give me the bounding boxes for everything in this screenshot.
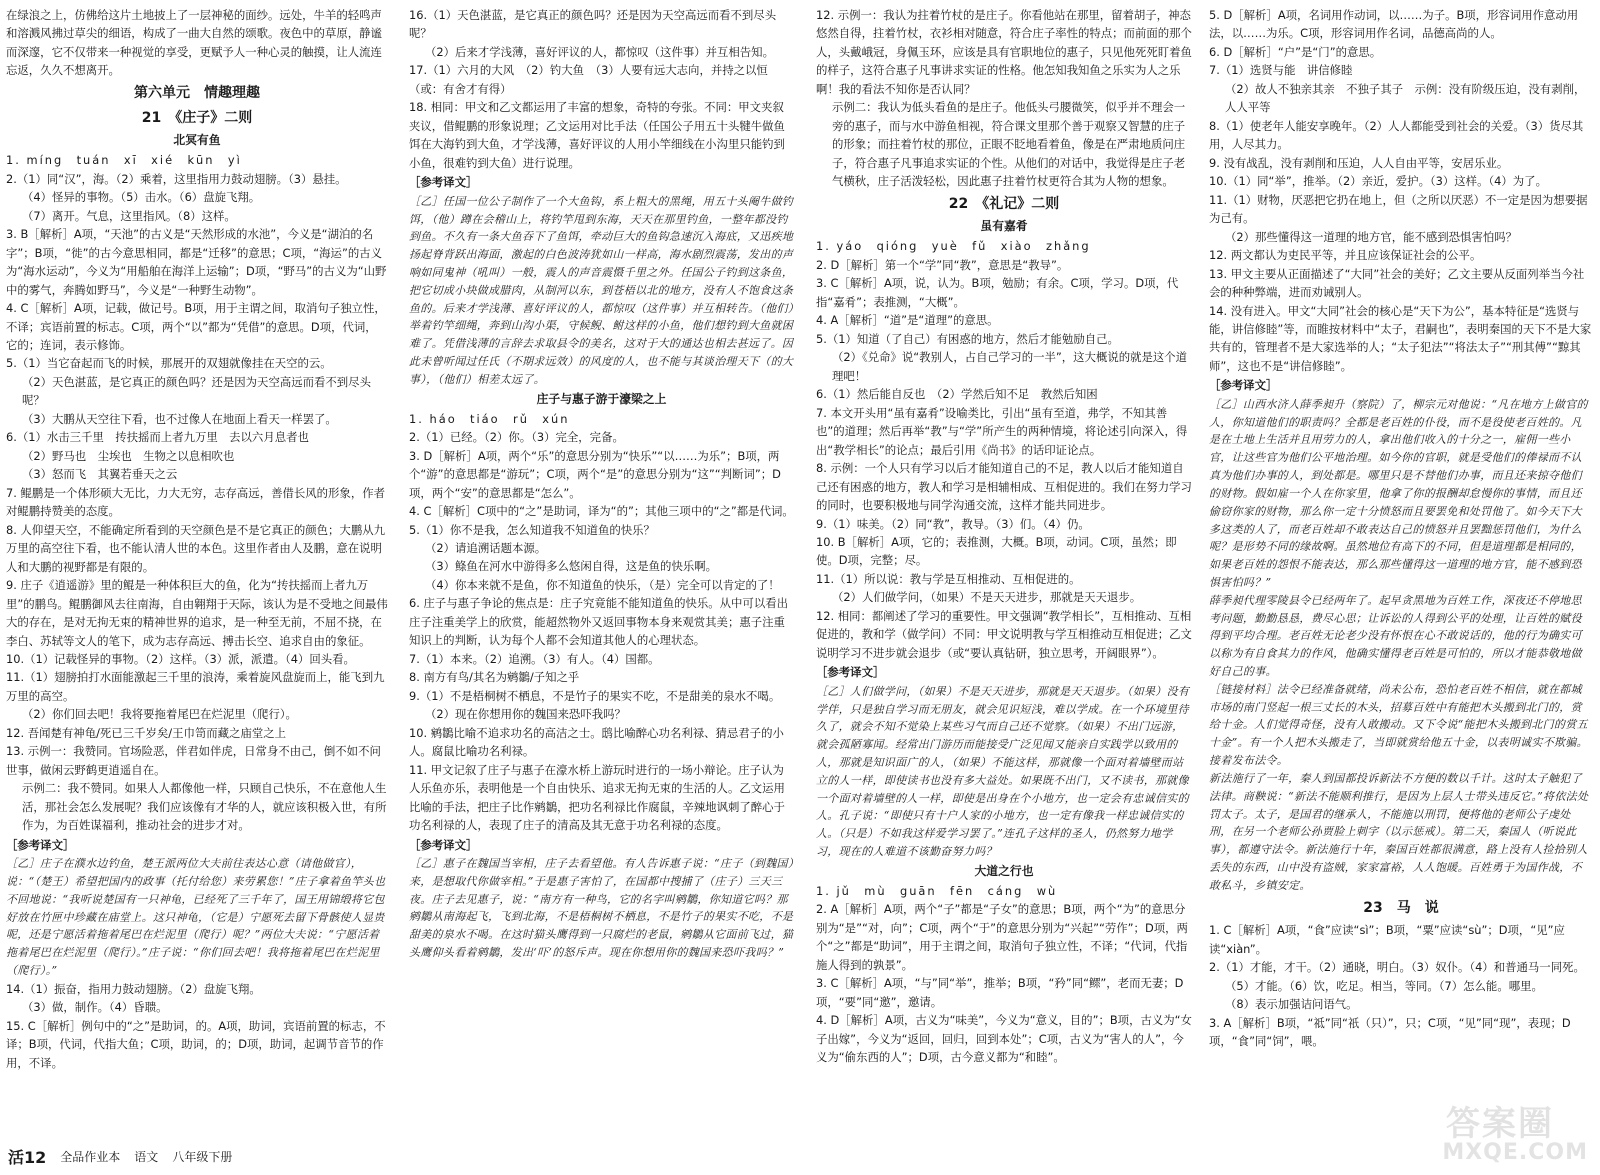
answer-line: 示例二：我认为低头看鱼的是庄子。他低头弓腰微笑，似乎并不理会一旁的惠子，而与水中游鱼相视，符合课文里那个善于观察又智慧的庄子的形象；而拄着竹杖的那位，正眼不眨地看着鱼，像是在严肃地质问庄子，符合惠子凡事追求实证的个性。从他们的对话中，我觉得是庄子老气横秋，庄子活泼轻松，因此惠子拄着竹杖更符合其为人物的想象。 (832, 100, 1186, 189)
pinyin-line: 1. yáo qióng yuè fǔ xiào zhǎng (816, 239, 1091, 254)
translation-text: ［乙］庄子在濮水边钓鱼，楚王派两位大夫前往表达心意（请他做官），说：“（楚王）希望把国内的政事（托付给您）来劳累您！”庄子拿着鱼竿头也不回地说：“我听说楚国有一只神龟，已经死了三千年了，国王用锦缎将它包好放在竹匣中珍藏在庙堂上。这只神龟，（它是）宁愿死去留下骨骸使人显贵呢，还是宁愿活着拖着尾巴在烂泥里（爬行）呢？”两位大夫说：“宁愿活着拖着尾巴在烂泥里（爬行）。”庄子说：“你们回去吧！我将拖着尾巴在烂泥里（爬行）。” (6, 857, 386, 978)
answer-line: 3. B［解析］A项，“天池”的古义是“天然形成的水池”，今义是“湖泊的名字”；B项，“徙”的古今意思相同，都是“迁移”的意思；C项，“海运”的古义为“海水运动”，今义为“用船舶在海洋上运输”；D项，“野马”的古义为“山野中的雾气，奔腾如野马”，今义是“一种野生动物”。 (6, 227, 387, 297)
translation-text: ［乙］惠子在魏国当宰相，庄子去看望他。有人告诉惠子说：“庄子（到魏国）来，是想取代你做宰相。”于是惠子害怕了，在国都中搜捕了（庄子）三天三夜。庄子去见惠子，说：“南方有一种鸟，它的名字叫鹓鶵，你知道它吗？那鹓鶵从南海起飞，飞到北海，不是梧桐树不栖息，不是竹子的果实不吃，不是甜美的泉水不喝。在这时猫头鹰得到一只腐烂的老鼠，鹓鶵从它面前飞过，猫头鹰仰头看着鹓鶵，发出‘吓’的怒斥声。现在你想用你的魏国来恐吓我吗？” (409, 856, 794, 960)
answer-line: 6. 庄子与惠子争论的焦点是：庄子究竟能不能知道鱼的快乐。从中可以看出庄子注重美学上的欣赏，能超然物外又返回事物本身来观赏其美；惠子注重知识上的判断，认为每个人都不会知道其他人的心理状态。 (409, 596, 788, 648)
answer-line: 4. A［解析］“道”是“道理”的意思。 (816, 313, 999, 328)
reference-label: ［参考译文］ (1209, 378, 1278, 393)
answer-line: 10. B［解析］A项，它的；表推测，大概。B项，动词。C项，虽然；即使。D项，完整；尽。 (816, 534, 1177, 568)
answer-line: 4. C［解析］C项中的“之”是助词，译为“的”；其他三项中的“之”都是代词。 (409, 504, 794, 519)
answer-line: 在绿浪之上，仿佛给这片土地披上了一层神秘的面纱。远处，牛羊的轻鸣声和溶溅风拂过草尖的细语，构成了一曲大自然的颂歌。夜色中的草原，静谧而深邃，它不仅带来一种视觉的享受，更赋予人一种心灵的触摸，让人流连忘返，久久不想离开。 (6, 8, 382, 78)
answer-line: 2.（1）才能，才干。（2）通晓，明白。（3）奴仆。（4）和普通马一同死。 (1209, 960, 1585, 975)
answer-line: （2）请追溯话题本源。 (425, 541, 547, 556)
answer-line: （4）你本来就不是鱼，你不知道鱼的快乐，（是）完全可以肯定的了！ (425, 577, 780, 592)
answer-line: 9. 没有战乱，没有剥削和压迫，人人自由平等，安居乐业。 (1209, 155, 1509, 170)
answer-line: 5.（1）当它奋起而飞的时候，那展开的双翅就像挂在天空的云。 (6, 356, 332, 371)
section-heading: 第六单元 情趣理趣 (134, 84, 260, 101)
answer-line: 9.（1）不是梧桐树不栖息，不是竹子的果实不吃，不是甜美的泉水不喝。 (409, 688, 781, 703)
answer-line: 1. C［解析］A项，“食”应读“sì”；B项，“粟”应读“sù”；D项，“见”应读“xiàn”。 (1209, 923, 1565, 956)
answer-line: 15. C［解析］例句中的“之”是助词，的。A项，助词，宾语前置的标志，不译；B项，代词，代指大鱼；C项，助词，的；D项，助词，起调节音节的作用，不译。 (6, 1018, 386, 1070)
answer-page (6, 6, 1594, 1142)
watermark-text: 答案圈 (1446, 1104, 1554, 1144)
answer-line: 11.（1）所以说：教与学是互相推动、互相促进的。 (816, 571, 1081, 586)
answer-line: 7. 本文开头用“虽有嘉肴”设喻类比，引出“虽有至道，弗学，不知其善也”的道理；然后再举“教”与“学”所产生的两种情境，将论述引向深入，得出“教学相长”的论点；最后引用《尚书》的话印证论点。 (816, 405, 1188, 457)
translation-text: 新法施行了一年，秦人到国都投诉新法不方便的数以千计。这时太子触犯了法律。商鞅说：“新法不能顺利推行，是因为上层人士带头违反它。”将依法处罚太子。太子，是国君的继承人，不能施以刑罚，便将他的老师公子虔处刑，在另一个老师公孙贾脸上刺字（以示惩戒）。第二天，秦国人（听说此事），都遵守法令。新法施行十年，秦国百姓都很满意，路上没有人捡拾别人丢失的东西，山中没有盗贼，家家富裕，人人饱暖。百姓勇于为国作战，不敢私斗，乡镇安定。 (1209, 771, 1589, 892)
answer-line: （2）故人不独亲其亲 不独子其子 示例：没有阶级压迫，没有剥削，人人平等 (1225, 81, 1586, 115)
answer-line: （2）天色湛蓝，是它真正的颜色吗？还是因为天空高远而看不到尽头呢？ (22, 374, 371, 408)
lesson-title: 北冥有鱼 (173, 133, 221, 148)
reference-label: ［参考译文］ (816, 665, 885, 680)
pinyin-line: 1. háo tiáo rǔ xún (409, 411, 570, 426)
answer-line: 9. 庄子《逍遥游》里的鲲是一种体积巨大的鱼，化为“抟扶摇而上者九万里”的鹏鸟。鲲鹏御风去往南海，自由翱翔于天际，该认为是不受地之间最伟大的存在，是对无拘无束的精神世界的追求，是一种至无前，不屈不挠，在李白、苏轼等文人的笔下，成为志存高远、搏击长空、追求自由的象征。 (6, 578, 388, 648)
answer-line: 18. 相同：甲文和乙文都运用了丰富的想象，奇特的夸张。不同：甲文夹叙夹议，借鲲鹏的形象说理；乙文运用对比手法（任国公子用五十头犍牛做鱼饵在大海钓到大鱼，才学浅薄，喜好评议的人用小竿细线在小沟里只能钓到小鱼，很难钓到大鱼）进行说理。 (409, 100, 785, 170)
answer-line: 12. 吾闻楚有神龟/死已三千岁矣/王巾笥而藏之庙堂之上 (6, 725, 287, 740)
answer-line: 10.（1）记载怪异的事物。（2）这样。（3）派，派遣。（4）回头看。 (6, 651, 355, 666)
translation-text: ［链接材料］法令已经准备就绪，尚未公布，恐怕老百姓不相信，就在都城市场的南门竖起一根三丈长的木头，招募百姓中有能把木头搬到北门的，赏给十金。人们觉得奇怪，没有人敢搬动。又下令说“能把木头搬到北门的赏五十金”。有一个人把木头搬走了，当即就赏给他五十金，以表明诚实不欺骗。接着发布法令。 (1209, 682, 1588, 768)
subject-name: 语文 (134, 1150, 159, 1165)
answer-line: 11.（1）翅膀拍打水面能激起三千里的浪涛，乘着旋风盘旋而上，能飞到九万里的高空。 (6, 670, 385, 703)
watermark-logo (1344, 1097, 1594, 1171)
answer-line: 10.（1）同“举”，推举。（2）亲近，爱护。（3）这样。（4）为了。 (1209, 174, 1547, 189)
answer-line: 3. C［解析］A项，“与”同“举”，推举；B项，“矜”同“鳏”，老而无妻；D项，“要”同“邀”，邀请。 (816, 976, 1184, 1009)
page-footer (8, 1147, 428, 1169)
answer-line: 8. 示例：一个人只有学习以后才能知道自己的不足，教人以后才能知道自己还有困惑的地方，教人和学习是相辅相成、互相促进的。我们在努力学习的同时，也要积极地与同学沟通交流，这样才能共同进步。 (816, 461, 1192, 513)
answer-line: （2）后来才学浅薄，喜好评议的人，都惊叹（这件事）并互相告知。 (425, 44, 774, 59)
answer-line: （3）做，制作。（4）昏聩。 (22, 1000, 168, 1015)
answer-line: 7. 鲲鹏是一个体形硕大无比，力大无穷，志存高远，善借长风的形象，作者对鲲鹏持赞美的态度。 (6, 485, 385, 519)
answer-line: 11. 甲文记叙了庄子与惠子在濠水桥上游玩时进行的一场小辩论。庄子认为人乐鱼亦乐，表明他是一个自由快乐、追求无拘无束的生活的人。乙文运用比喻的手法，把庄子比作鹓鶵，把功名利禄比作腐鼠，辛辣地讽刺了醉心于功名利禄的人，表现了庄子的清高及其无意于功名利禄的态度。 (409, 762, 785, 833)
answer-line: 12. 两文都认为吏民平等，并且应该保证社会的公平。 (1209, 248, 1482, 263)
answer-line: 11.（1）财物，厌恶把它扔在地上，但（之所以厌恶）不一定是因为想要据为己有。 (1209, 192, 1588, 226)
answer-line: 2.（1）已经。（2）你。（3）完全，完备。 (409, 430, 624, 445)
answer-line: 2. A［解析］A项，两个“子”都是“子女”的意思；B项，两个“为”的意思分别为“是”“对，向”；C项，两个“于”的意思分别为“兴起”“劳作”；D项，两个“之”都是“助词”，用于主谓之间，取消句子独立性，不译；“代词，代指施人得到的孰景”。 (816, 902, 1188, 972)
answer-line: 7.（1）本来。（2）追溯。（3）有人。（4）国都。 (409, 651, 660, 666)
column-3 (816, 6, 1192, 1142)
answer-line: 5.（1）你不是我，怎么知道我不知道鱼的快乐？ (409, 522, 655, 537)
answer-line: （3）怒而飞 其翼若垂天之云 (22, 467, 178, 482)
translation-text: ［乙］任国一位公子制作了一个大鱼钩，系上粗大的黑绳，用五十头阉牛做钓饵，（他）蹲在会稽山上，将钓竿甩到东海，天天在那里钓鱼，一整年都没钓到鱼。不久有一条大鱼吞下了鱼饵，牵动巨大的鱼钩急速沉入海底，又迅疾地扬起脊背跃出海面，激起的白色波涛犹如山一样高，海水剧烈震荡，发出的声响如同鬼神（吼叫）一般，震人的声音震慑千里之外。任国公子钓到这条鱼，把它切成小块做成腊肉，从制河以东，到苍梧以北的地方，没有人不饱食这条鱼的。后来才学浅薄、喜好评议的人，都惊叹（这件事）并互相转告。（他们）举着钓竿细绳，奔到山沟小渠，守候鲵、鲋这样的小鱼，他们想钓到大鱼就困难了。凭借浅薄的言辞去求取县令的美名，这对于大的通达也相去甚远了。因此未曾听闻过任氏（不期求远效）的风度的人，也不能与其谈治理天下（的大事），（他们）相差太远了。 (409, 194, 794, 386)
grade-name: 八年级下册 (172, 1150, 233, 1165)
answer-line: 3. C［解析］A项，说，认为。B项，勉励；有余。C项，学习。D项，代指“嘉肴”；表推测，“大概”。 (816, 276, 1179, 309)
answer-line: （7）离开。气息，这里指风。（8）这样。 (22, 208, 236, 223)
answer-line: 示例二：我不赞同。如果人人都像他一样，只顾自己快乐，不在意他人生活，那社会怎么发展呢？我们应该像有才华的人，就应该积极入世，有所作为，为百姓谋福利，推动社会的进步才对。 (22, 781, 387, 833)
translation-text: 薛季昶代理零陵县令已经两年了。起早贪黑地为百姓工作，深夜还不停地思考问题，勤勤恳恳，费尽心思；让诉讼的人得到公平的处理，让百姓的赋役得到平均合理。老百姓无论老少没有怀恨在心不敢说话的，他的行为确实可以称为有自食其力的作风，他确实懂得老百姓是可怕的，所以才能恭敬地做好自己的事。 (1209, 593, 1582, 679)
translation-text: ［乙］人们做学问，（如果）不是天天进步，那就是天天退步。（如果）没有学伴，只是独自学习而无朋友，就会见识短浅，难以学成。在一个环境里待久了，就会不知不觉染上某些习气而自己还不觉察。（如果）不出门远游，就会孤陋寡闻。经常出门游历而能接受广泛见闻又能亲自实践学以致用的人，那就是知识面广的人，（如果）不能这样，那就像一个面对着墙壁而站立的人一样，即使读书也没有多大益处。如果既不出门，又不读书，那就像一个面对着墙壁的人一样，即使是出身在个小地方，也一定会有忠诚信实的人。孔子说：“即使只有十户人家的小地方，也一定有像我一样忠诚信实的人。（只是）不如我这样爱学习罢了。”连孔子这样的圣人，仍然努力地学习，现在的人难道不该勤奋努力吗？ (816, 684, 1190, 859)
answer-line: （5）才能。（6）饮，吃足。相当，等同。（7）怎么能。哪里。 (1225, 978, 1543, 993)
answer-line: 10. 鹓鶵比喻不追求功名的高洁之士。鸱比喻醉心功名利禄、猜忌君子的小人。腐鼠比喻功名利禄。 (409, 725, 784, 759)
answer-line: 13. 甲文主要从正面描述了“大同”社会的美好；乙文主要从反面列举当今社会的种种弊端，进而劝诫别人。 (1209, 266, 1585, 300)
reference-label: ［参考译文］ (6, 837, 75, 852)
answer-line: 14.（1）振奋，指用力鼓动翅膀。（2）盘旋飞翔。 (6, 981, 261, 996)
lesson-title: 虽有嘉肴 (980, 219, 1028, 234)
answer-line: 17.（1）六月的大风 （2）钓大鱼 （3）人要有远大志向，并持之以恒（或：有舍才有得） (409, 63, 768, 96)
reference-label: ［参考译文］ (409, 837, 478, 852)
section-heading: 22 《礼记》二则 (948, 195, 1060, 212)
answer-line: 9.（1）味美。（2）同“教”，教导。（3）们。（4）仍。 (816, 516, 1090, 531)
pinyin-line: 1. jǔ mù guān fēn cáng wù (816, 883, 1058, 898)
answer-line: 2.（1）同“汉”，海。（2）乘着，这里指用力鼓动翅膀。（3）悬挂。 (6, 171, 347, 186)
answer-line: （3）大鹏从天空往下看，也不过像人在地面上看天一样罢了。 (22, 411, 337, 426)
answer-line: （2）现在你想用你的魏国来恐吓我吗？ (425, 707, 626, 722)
answer-line: 6. D［解析］“户”是“门”的意思。 (1209, 44, 1382, 59)
answer-line: 3. A［解析］B项，“祗”同“祇（只）”，只；C项，“见”同“现”，表现；D项，“食”同“饲”，喂。 (1209, 1015, 1571, 1049)
answer-line: 16.（1）天色湛蓝，是它真正的颜色吗？还是因为天空高远而看不到尽头呢？ (409, 8, 777, 41)
answer-line: 8.（1）使老年人能安享晚年。（2）人人都能受到社会的关爱。（3）货尽其用，人尽其力。 (1209, 118, 1584, 152)
lesson-title: 庄子与惠子游于濠梁之上 (536, 391, 667, 406)
answer-line: 12. 示例一：我认为拄着竹杖的是庄子。你看他站在那里，留着胡子，神态悠然自得，拄着竹杖，衣衫相对随意，符合庄子率性的特点；而前面的那个人，头戴峨冠，身佩玉环，应该是具有官职地位的惠子，只见他死死盯着鱼的样子，这符合惠子凡事讲求实证的性格。他怎知我知鱼之乐实为人之乐啊！我的看法不知你是否认同？ (816, 8, 1192, 96)
answer-line: （8）表示加强诘问语气。 (1225, 997, 1358, 1012)
reference-label: ［参考译文］ (409, 175, 478, 190)
lesson-title: 大道之行也 (974, 863, 1034, 878)
section-heading: 23 马 说 (1363, 899, 1439, 916)
answer-line: （4）怪异的事物。（5）击水。（6）盘旋飞翔。 (22, 190, 261, 205)
answer-line: （2）《兑命》说“教别人，占自己学习的一半”，这大概说的就是这个道理吧！ (832, 350, 1188, 383)
translation-text: ［乙］山西水济人薛季昶升（察院）了，柳宗元对他说：“凡在地方上做官的人，你知道他们的职责吗？全都是老百姓的仆役，而不是役使老百姓的。凡是在土地上生活并且用劳力的人，拿出他们收入的十分之一，雇佣一些小官，让这些官为他们公平地治理。如今你的官职，就是受他们的俸禄而不认真为他们办事的人，到处都是。哪里只是不替他们办事，而且还来掠夺他们的财物。假如雇一个人在你家里，他拿了你的报酬却怠慢你的事情，而且还偷窃你家的财物，那么你一定十分愤怒而且要罢免和处罚他了。如今天下大多这类的人了，而老百姓却不敢表达自己的愤怒并且罢黜惩罚他们，为什么呢？是形势不同的缘故啊。虽然地位有高下的不同，但是道理都是相同的，如果老百姓的怨恨不能表达，那么那些懂得这一道理的地方官，能不感到恐惧害怕吗？” (1209, 397, 1588, 589)
column-2 (409, 6, 794, 1142)
answer-line: 12. 相同：都阐述了学习的重要性。甲文强调“教学相长”，互相推动、互相促进的，教和学（做学问）不同：甲文说明教与学互相推动互相促进；乙文说明学习不进步就会退步（或“要认真钻研，独立思考，开阔眼界”）。 (816, 608, 1192, 660)
answer-line: 8. 南方有鸟/其名为鹓鶵/子知之乎 (409, 670, 580, 685)
answer-line: 6.（1）然后能自反也 （2）学然后知不足 教然后知困 (816, 387, 1098, 402)
answer-line: 3. D［解析］A项，两个“乐”的意思分别为“快乐”“以……为乐”；B项，两个“游”的意思都是“游玩”；C项，两个“是”的意思分别为“这”“判断词”；D项，两个“安”的意思都是“怎么”。 (409, 448, 781, 500)
answer-line: （2）你们回去吧！我将要拖着尾巴在烂泥里（爬行）。 (22, 707, 297, 722)
answer-line: 5.（1）知道（了自己）有困惑的地方，然后才能勉励自己。 (816, 331, 1119, 346)
answer-line: （2）那些懂得这一道理的地方官，能不感到恐惧害怕吗？ (1225, 229, 1518, 244)
book-name: 全品作业本 (60, 1150, 121, 1165)
answer-line: 7.（1）选贤与能 讲信修睦 (1209, 63, 1353, 78)
watermark-url: MXQE.COM (1442, 1140, 1588, 1166)
pinyin-line: 1. míng tuán xī xié kūn yì (6, 153, 242, 168)
answer-line: （3）鲦鱼在河水中游得多么悠闲自得，这是鱼的快乐啊。 (425, 559, 718, 574)
section-heading: 21 《庄子》二则 (141, 109, 253, 126)
answer-line: 5. D［解析］A项，名词用作动词，以……为子。B项，形容词用作意动用法，以……为乐。C项，形容词用作名词，品德高尚的人。 (1209, 8, 1579, 41)
page-number: 活12 (8, 1148, 47, 1168)
column-4 (1209, 6, 1593, 1142)
answer-line: 8. 人仰望天空，不能确定所看到的天空颜色是不是它真正的颜色；大鹏从九万里的高空往下看，也不能认清人世的本色。这里作者由人及鹏，意在说明人和大鹏的视野都是有限的。 (6, 522, 385, 574)
answer-line: 14. 没有进入。甲文“大同”社会的核心是“天下为公”，基本特征是“选贤与能，讲信修睦”等，而睢按材料中“太子，君嗣也”，表明秦国的天下不是大家共有的，管理者不是大家选举的人；“太子犯法”“将法太子”“刑其傅”“黥其师”，这也不是“讲信修睦”。 (1209, 303, 1592, 373)
answer-line: 6.（1）水击三千里 抟扶摇而上者九万里 去以六月息者也 (6, 430, 309, 445)
answer-line: 4. D［解析］A项，古义为“味美”，今义为“意义，目的”；B项，古义为“女子出嫁”，今义为“返回，回归，回到本处”；C项，古义为“害人的人”，今义为“偷东西的人”；D项，古今意义都为“和睦”。 (816, 1013, 1192, 1065)
column-1 (6, 6, 388, 1142)
answer-line: 4. C［解析］A项，记载，做记号。B项，用于主谓之间，取消句子独立性，不译；宾语前置的标志。C项，两个“以”都为“凭借”的意思。D项，代词，它的；连词，表示修饰。 (6, 301, 386, 353)
answer-line: （2）人们做学问，（如果）不是天天进步，那就是天天退步。 (832, 590, 1142, 605)
answer-line: （2）野马也 尘埃也 生物之以息相吹也 (22, 448, 235, 463)
answer-line: 13. 示例一：我赞同。官场险恶，伴君如伴虎，日常身不由己，倒不如不问世事，做闲云野鹤更逍遥自在。 (6, 744, 381, 777)
answer-line: 2. D［解析］第一个“学”同“教”，意思是“教导”。 (816, 257, 1069, 272)
